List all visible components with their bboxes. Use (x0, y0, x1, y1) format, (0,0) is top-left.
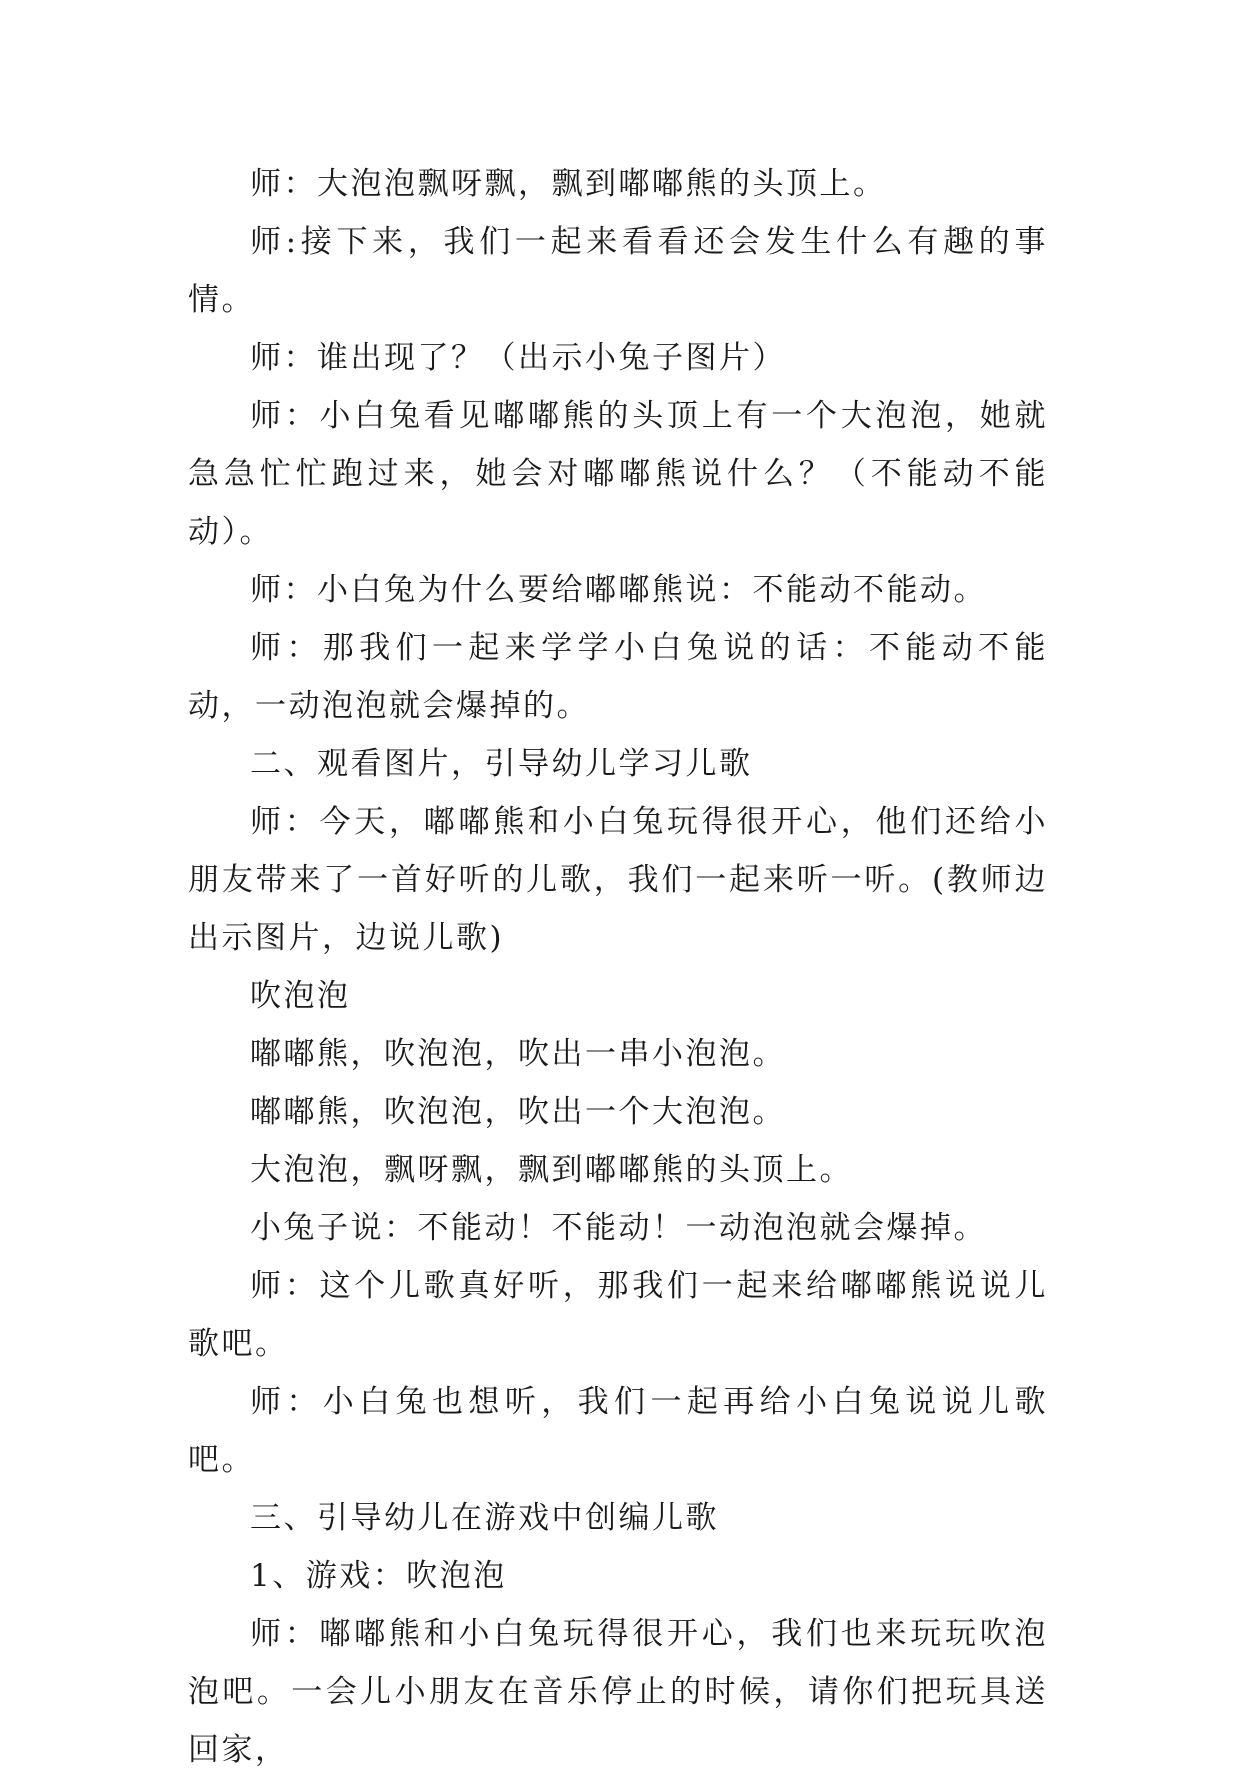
paragraph: 师：那我们一起来学学小白兔说的话：不能动不能动，一动泡泡就会爆掉的。 (188, 630, 1048, 724)
section-heading: 二、观看图片，引导幼儿学习儿歌 (250, 746, 753, 782)
paragraph: 师：小白兔看见嘟嘟熊的头顶上有一个大泡泡，她就急急忙忙跑过来，她会对嘟嘟熊说什么？（不能动不能动）。 (188, 398, 1048, 550)
section-heading: 三、引导幼儿在游戏中创编儿歌 (250, 1500, 719, 1536)
paragraph: 师：今天，嘟嘟熊和小白兔玩得很开心，他们还给小朋友带来了一首好听的儿歌，我们一起来听一听。(教师边出示图片，边说儿歌) (188, 804, 1048, 956)
poem-line: 嘟嘟熊，吹泡泡，吹出一串小泡泡。 (250, 1036, 786, 1072)
document-body (188, 155, 1048, 1779)
subsection-heading: 1、游戏：吹泡泡 (250, 1558, 507, 1594)
poem-line: 嘟嘟熊，吹泡泡，吹出一个大泡泡。 (250, 1094, 786, 1130)
paragraph: 师：小白兔也想听，我们一起再给小白兔说说儿歌吧。 (188, 1384, 1048, 1478)
poem-title: 吹泡泡 (250, 978, 351, 1014)
paragraph: 师：小白兔为什么要给嘟嘟熊说：不能动不能动。 (250, 572, 987, 608)
paragraph: 师：嘟嘟熊和小白兔玩得很开心，我们也来玩玩吹泡泡吧。一会儿小朋友在音乐停止的时候，请你们把玩具送回家， (188, 1616, 1048, 1768)
paragraph: 师：大泡泡飘呀飘，飘到嘟嘟熊的头顶上。 (250, 166, 887, 202)
paragraph: 师：这个儿歌真好听，那我们一起来给嘟嘟熊说说儿歌吧。 (188, 1268, 1048, 1362)
poem-line: 小兔子说：不能动！不能动！一动泡泡就会爆掉。 (250, 1210, 987, 1246)
poem-line: 大泡泡，飘呀飘，飘到嘟嘟熊的头顶上。 (250, 1152, 853, 1188)
paragraph: 师：谁出现了？（出示小兔子图片） (250, 340, 786, 376)
paragraph: 师:接下来，我们一起来看看还会发生什么有趣的事情。 (188, 224, 1048, 318)
